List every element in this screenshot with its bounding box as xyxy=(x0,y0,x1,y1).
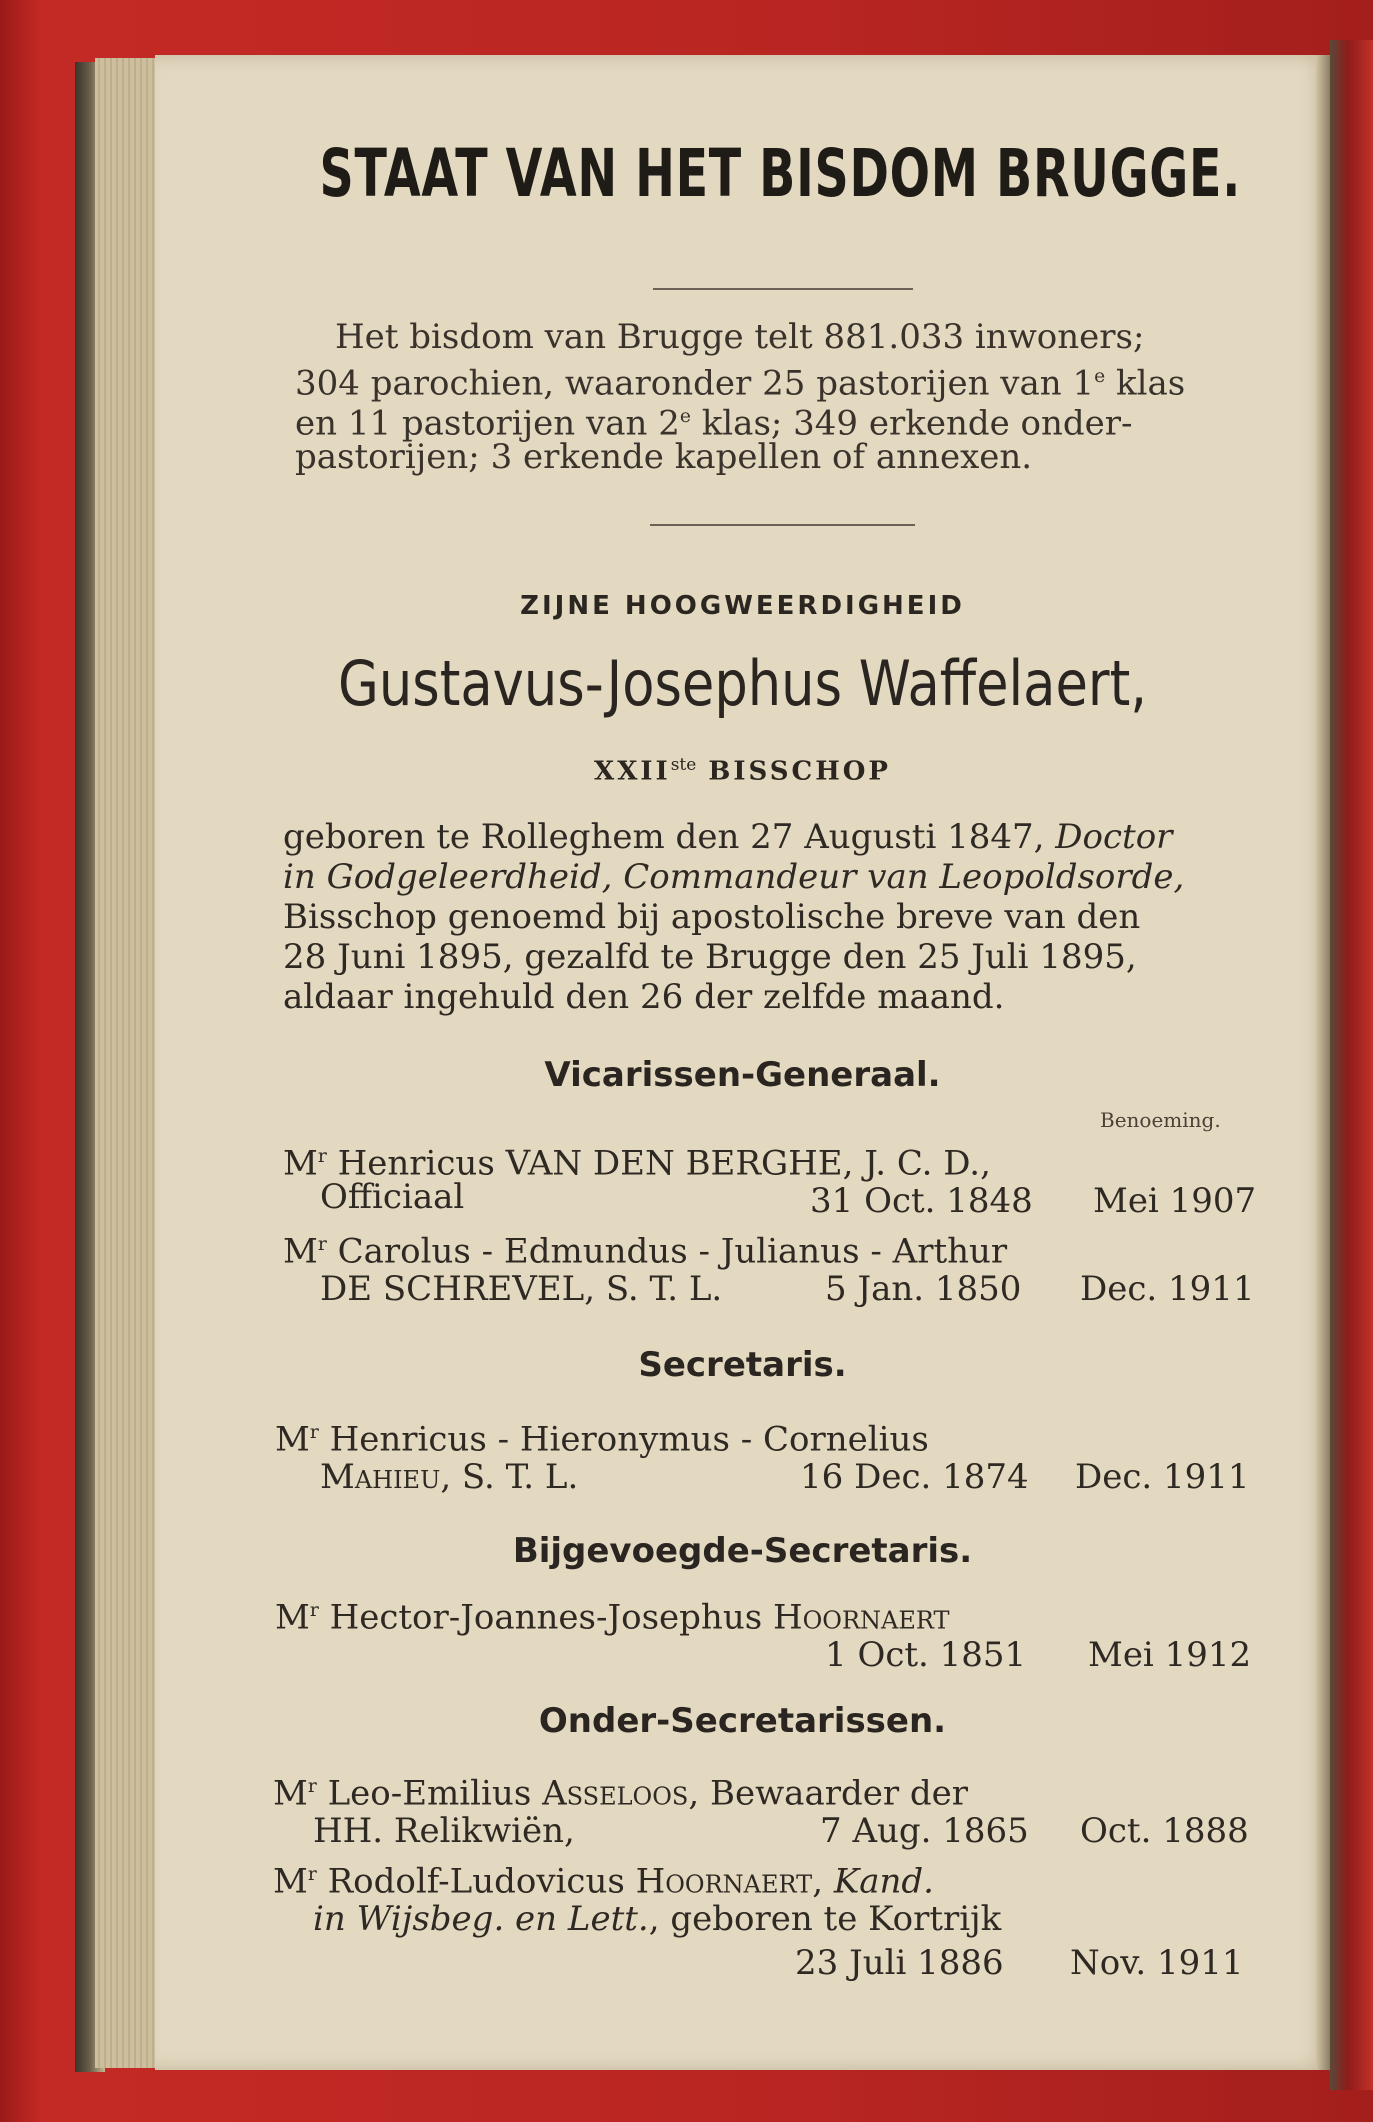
vicar-1-appointed: Mei 1907 xyxy=(1093,1181,1257,1221)
onder-2-appointed: Nov. 1911 xyxy=(1070,1943,1244,1983)
onder-2-name: $M^r$ Rodolf-Ludovicus Hoornaert, Kand. xyxy=(273,1861,934,1902)
bio-line-5: aldaar ingehuld den 26 der zelfde maand. xyxy=(283,977,1005,1017)
onder-2-title: in Wijsbeg. en Lett., geboren te Kortrijk xyxy=(313,1899,1002,1939)
secretaris-name: $M^r$ Henricus - Hieronymus - Cornelius xyxy=(275,1419,929,1460)
intro-line-4: pastorijen; 3 erkende kapellen of annexen. xyxy=(295,437,1033,477)
heading-bijgevoegde: Bijgevoegde-Secretaris. xyxy=(512,1531,973,1571)
vicar-1-name: $M^r$ Henricus VAN DEN BERGHE, J. C. D., xyxy=(283,1143,991,1184)
bio-line-2: in Godgeleerdheid, Commandeur van Leopoldsorde, xyxy=(283,857,1185,897)
heading-secretaris: Secretaris. xyxy=(638,1345,847,1385)
title-rule xyxy=(653,288,913,290)
secretaris-appointed: Dec. 1911 xyxy=(1075,1457,1250,1497)
book-spine xyxy=(1330,40,1373,2090)
onder-1-role: HH. Relikwiën, xyxy=(313,1811,575,1851)
page-edges xyxy=(95,58,160,2068)
bio-line-4: 28 Juni 1895, gezalfd te Brugge den 25 Juli 1895, xyxy=(283,937,1137,977)
benoeming-label: Benoeming. xyxy=(1100,1108,1221,1132)
intro-line-3: en 11 pastorijen van 2e klas; 349 erkende onder- xyxy=(295,403,1133,444)
secretaris-title: Mahieu, S. T. L. xyxy=(320,1457,579,1497)
bio-line-1: geboren te Rolleghem den 27 Augusti 1847, Doctor xyxy=(283,817,1173,857)
onder-2-born: 23 Juli 1886 xyxy=(795,1943,1004,1983)
vicar-1-born: 31 Oct. 1848 xyxy=(810,1181,1033,1221)
secretaris-born: 16 Dec. 1874 xyxy=(800,1457,1029,1497)
bijgevoegde-born: 1 Oct. 1851 xyxy=(825,1635,1027,1675)
onder-1-born: 7 Aug. 1865 xyxy=(820,1811,1029,1851)
vicar-2-appointed: Dec. 1911 xyxy=(1080,1269,1255,1309)
vicar-2-title: DE SCHREVEL, S. T. L. xyxy=(320,1269,723,1309)
bio-line-3: Bisschop genoemd bij apostolische breve van den xyxy=(283,897,1141,937)
bishop-rank: XXIIste BISSCHOP xyxy=(594,755,891,787)
book-page xyxy=(155,55,1330,2070)
bishop-name: Gustavus-Josephus Waffelaert, xyxy=(338,647,1147,720)
heading-onder: Onder-Secretarissen. xyxy=(538,1701,947,1741)
page-title: STAAT VAN HET BISDOM BRUGGE. xyxy=(319,135,1241,212)
intro-line-2: 304 parochien, waaronder 25 pastorijen van 1e klas xyxy=(295,363,1186,404)
intro-rule xyxy=(650,524,915,526)
vicar-2-name: $M^r$ Carolus - Edmundus - Julianus - Arthur xyxy=(283,1231,1008,1272)
vicar-1-role: Officiaal xyxy=(320,1177,465,1217)
bijgevoegde-appointed: Mei 1912 xyxy=(1088,1635,1252,1675)
onder-1-name: $M^r$ Leo-Emilius Asseloos, Bewaarder der xyxy=(273,1773,969,1814)
heading-vicars: Vicarissen-Generaal. xyxy=(544,1055,941,1095)
vicar-2-born: 5 Jan. 1850 xyxy=(825,1269,1022,1309)
bijgevoegde-name: $M^r$ Hector-Joannes-Josephus Hoornaert xyxy=(275,1597,950,1638)
onder-1-appointed: Oct. 1888 xyxy=(1080,1811,1249,1851)
intro-line-1: Het bisdom van Brugge telt 881.033 inwoners; xyxy=(335,317,1145,357)
honorific: ZIJNE HOOGWEERDIGHEID xyxy=(520,591,965,621)
